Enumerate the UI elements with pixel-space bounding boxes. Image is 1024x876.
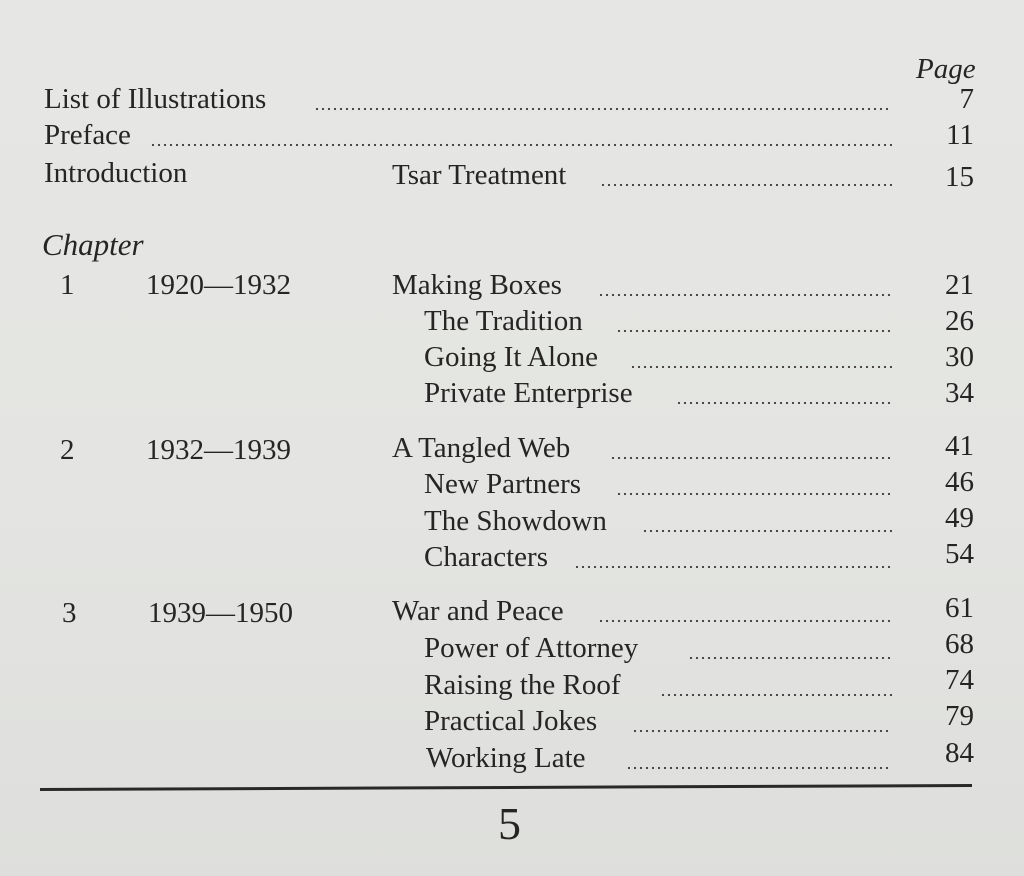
toc-leader	[314, 82, 892, 116]
toc-page-number: 34	[945, 377, 974, 409]
toc-page-number: 41	[945, 430, 974, 462]
page-column-label: Page	[916, 53, 976, 85]
toc-page-number: 11	[946, 119, 974, 151]
toc-page-number: 61	[945, 592, 974, 624]
chapter-number: 2	[60, 434, 75, 466]
section-title: Making Boxes	[392, 269, 562, 301]
page-folio: 5	[498, 798, 521, 849]
toc-leader	[574, 540, 892, 574]
toc-leader	[616, 467, 892, 501]
toc-page-number: 84	[945, 737, 974, 769]
section-title: Characters	[424, 541, 548, 573]
chapter-number: 3	[62, 597, 77, 629]
chapter-years: 1932—1939	[146, 434, 291, 466]
toc-leader	[610, 431, 892, 465]
toc-leader	[660, 668, 892, 702]
toc-page-number: 7	[959, 83, 974, 115]
section-title: Private Enterprise	[424, 377, 633, 409]
toc-page-number: 68	[945, 628, 974, 660]
chapter-years: 1920—1932	[146, 269, 291, 301]
toc-leader	[598, 268, 892, 302]
toc-leader	[688, 631, 892, 665]
section-title: The Showdown	[424, 505, 607, 537]
toc-page-number: 49	[945, 502, 974, 534]
section-title: Going It Alone	[424, 341, 598, 373]
toc-page-number: 79	[945, 700, 974, 732]
section-title: Practical Jokes	[424, 705, 598, 737]
toc-leader	[616, 304, 892, 338]
section-title: New Partners	[424, 468, 582, 500]
footer-rule	[40, 784, 972, 791]
toc-subtitle-introduction: Tsar Treatment	[392, 159, 567, 191]
toc-leader	[600, 158, 892, 192]
section-title: The Tradition	[424, 305, 583, 337]
toc-page-number: 26	[945, 305, 974, 337]
toc-page-number: 30	[945, 341, 974, 373]
section-title: Working Late	[426, 742, 586, 774]
toc-page-number: 15	[945, 161, 974, 193]
section-title: Raising the Roof	[424, 669, 621, 701]
chapter-years: 1939—1950	[148, 597, 293, 629]
toc-leader	[632, 704, 892, 738]
section-title: Power of Attorney	[424, 632, 639, 664]
toc-title-list-of-illustrations: List of Illustrations	[44, 83, 267, 115]
section-title: War and Peace	[392, 595, 564, 627]
toc-title-introduction: Introduction	[44, 157, 188, 189]
toc-leader	[676, 376, 892, 410]
toc-title-preface: Preface	[44, 119, 131, 151]
toc-page-number: 74	[945, 664, 974, 696]
section-title: A Tangled Web	[392, 432, 571, 464]
toc-page-number: 46	[945, 466, 974, 498]
toc-leader	[642, 504, 892, 538]
toc-leader	[150, 118, 892, 152]
toc-page-number: 21	[945, 269, 974, 301]
chapter-number: 1	[60, 269, 75, 301]
toc-leader	[598, 594, 892, 628]
toc-leader	[626, 741, 892, 775]
toc-page-number: 54	[945, 538, 974, 570]
toc-leader	[630, 340, 892, 374]
chapter-column-label: Chapter	[42, 227, 144, 262]
